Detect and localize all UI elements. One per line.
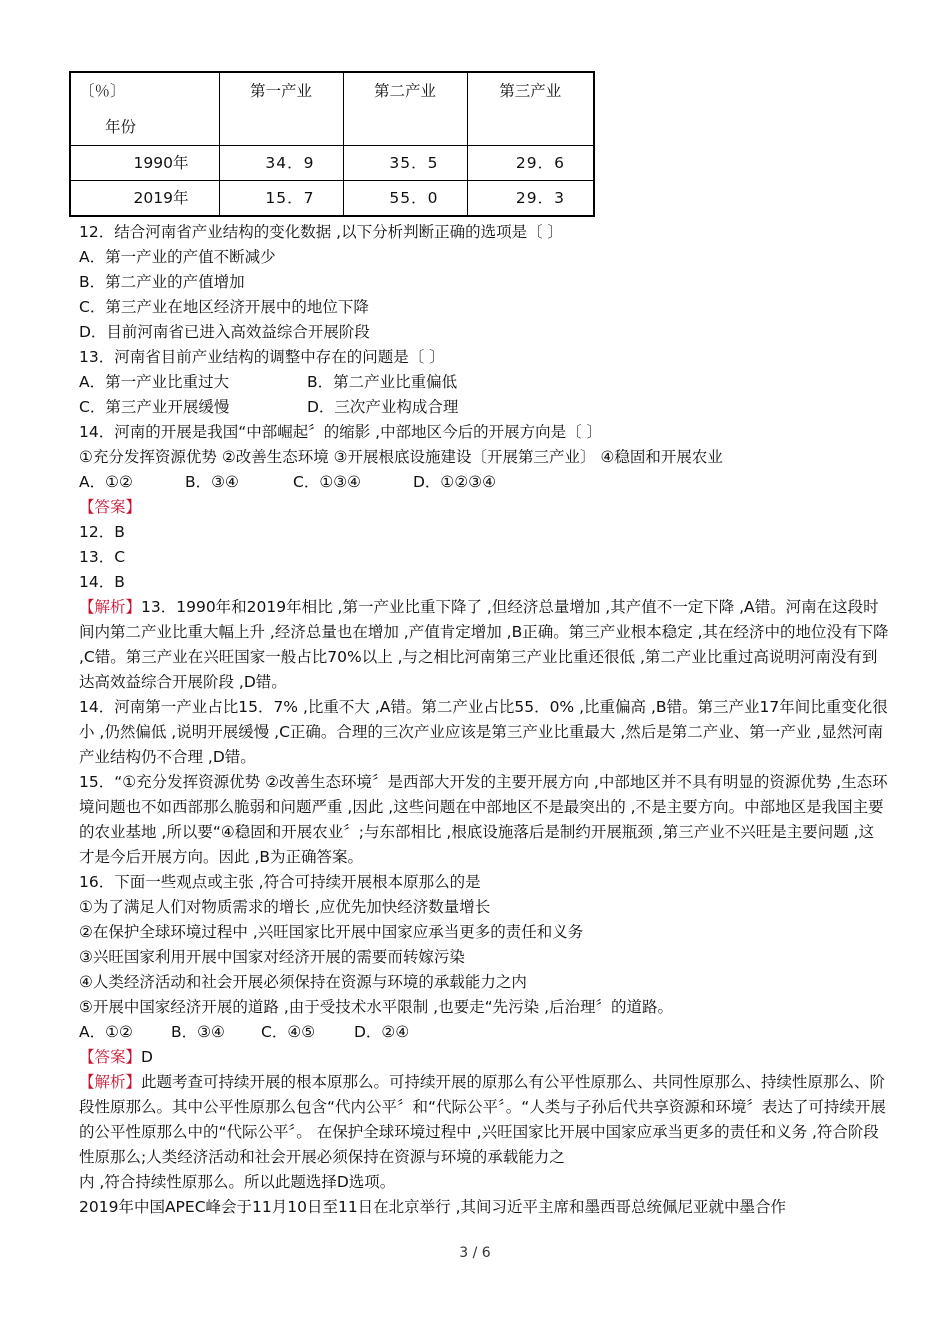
cell-value: 55．0 [343,181,467,217]
item-16-3: ③兴旺国家利用开展中国家对经济开展的需要而转嫁污染 [79,948,465,966]
explanation-13: 【解析】13．1990年和2019年相比 ,第一产业比重下降了 ,但经济总量增加 ,其产值不一定下降 ,A错。河南在这段时间内第二产业比重大幅上升 ,经济总量也在增加 ,产值肯定增加 ,B正确。第三产业根本稳定 ,其在经济中的地位没有下降 ,C错。第三产业在兴旺国家一般占比70%以上 ,与之相比河南第三产业比重还很低 ,第二产业比重过高说明河南没有到达高效益综合开展阶段 ,D错。 [79,598,889,691]
option-14c: C．①③④ [293,473,362,491]
cell-value: 29．3 [467,181,594,217]
options-13-row1 [79,370,889,395]
explanation-16: 【解析】此题考查可持续开展的根本原那么。可持续开展的原那么有公平性原那么、共同性原那么、持续性原那么、阶段性原那么。其中公平性原那么包含“代内公平〞和“代际公平〞。“人类与子孙后代共享资源和环境〞表达了可持续开展的公平性原那么中的“代际公平〞。 在保护全球环境过程中 ,兴旺国家比开展中国家应承当更多的责任和义务 ,符合阶段性原那么;人类经济活动和社会开展必须保持在资源与环境的承载能力之 [79,1073,886,1166]
question-14: 14．河南的开展是我国“中部崛起〞的缩影 ,中部地区今后的开展方向是〔 〕 [79,423,603,441]
page-number: 3 / 6 [459,1245,491,1261]
answer-13: 13．C [79,548,126,566]
question-16: 16．下面一些观点或主张 ,符合可持续开展根本原那么的是 [79,873,481,891]
unit-label: 〔％〕 [79,82,126,100]
table-corner-cell [70,72,219,146]
header-tertiary: 第三产业 [467,72,594,146]
analysis-label: 【解析】 [79,598,142,616]
option-12a: A．第一产业的产值不断减少 [79,248,276,266]
cell-value: 29．6 [467,146,594,181]
answer-16: 【答案】D [79,1048,153,1066]
options-14 [79,470,889,495]
option-16d: D．②④ [354,1023,410,1041]
question-13: 13．河南省目前产业结构的调整中存在的问题是〔 〕 [79,348,445,366]
row-year: 1990年 [70,146,219,181]
option-12c: C．第三产业在地区经济开展中的地位下降 [79,298,369,316]
document-body [79,220,889,1220]
option-13a: A．第一产业比重过大 [79,373,230,391]
table-row [70,181,594,217]
cell-value: 34．9 [219,146,343,181]
option-13b: B．第二产业比重偏低 [307,373,458,391]
option-14b: B．③④ [185,473,239,491]
explanation-16-end: 内 ,符合持续性原那么。所以此题选择D选项。 [79,1173,396,1191]
options-13-row2 [79,395,889,420]
option-16c: C．④⑤ [261,1023,316,1041]
option-12b: B．第二产业的产值增加 [79,273,245,291]
option-16a: A．①② [79,1023,133,1041]
option-16b: B．③④ [171,1023,225,1041]
options-16 [79,1020,889,1045]
option-13c: C．第三产业开展缓慢 [79,398,230,416]
table-row [70,146,594,181]
answer-12: 12．B [79,523,125,541]
option-12d: D．目前河南省已进入高效益综合开展阶段 [79,323,370,341]
item-16-1: ①为了满足人们对物质需求的增长 ,应优先加快经济数量增长 [79,898,491,916]
year-label: 年份 [105,118,137,136]
header-primary: 第一产业 [219,72,343,146]
explanation-14: 14．河南第一产业占比15．7% ,比重不大 ,A错。第二产业占比55．0% ,比重偏高 ,B错。第三产业17年间比重变化很小 ,仍然偏低 ,说明开展缓慢 ,C正确。合理的三次产业应该是第三产业比重最大 ,然后是第二产业、第一产业 ,显然河南产业结构仍不合理 ,D错。 [79,698,888,766]
answer-label: 【答案】 [79,498,142,516]
header-secondary: 第二产业 [343,72,467,146]
question-14-items: ①充分发挥资源优势 ②改善生态环境 ③开展根底设施建设〔开展第三产业〕 ④稳固和开展农业 [79,448,723,466]
industry-structure-table [69,71,595,217]
cell-value: 35．5 [343,146,467,181]
option-13d: D．三次产业构成合理 [307,398,459,416]
answer-14: 14．B [79,573,125,591]
option-14d: D．①②③④ [413,473,497,491]
row-year: 2019年 [70,181,219,217]
item-16-5: ⑤开展中国家经济开展的道路 ,由于受技术水平限制 ,也要走“先污染 ,后治理〞的道路。 [79,998,673,1016]
question-12: 12．结合河南省产业结构的变化数据 ,以下分析判断正确的选项是〔 〕 [79,223,564,241]
option-14a: A．①② [79,473,133,491]
item-16-2: ②在保护全球环境过程中 ,兴旺国家比开展中国家应承当更多的责任和义务 [79,923,584,941]
apec-paragraph: 2019年中国APEC峰会于11月10日至11日在北京举行 ,其间习近平主席和墨西哥总统佩尼亚就中墨合作 [79,1198,787,1216]
explanation-15: 15．“①充分发挥资源优势 ②改善生态环境〞是西部大开发的主要开展方向 ,中部地区并不具有明显的资源优势 ,生态环境问题也不如西部那么脆弱和问题严重 ,因此 ,这些问题在中部地区不是最突出的 ,不是主要方向。中部地区是我国主要的农业基地 ,所以要“④稳固和开展农业〞;与东部相比 ,根底设施落后是制约开展瓶颈 ,第三产业不兴旺是主要问题 ,这才是今后开展方向。因此 ,B为正确答案。 [79,773,888,866]
item-16-4: ④人类经济活动和社会开展必须保持在资源与环境的承载能力之内 [79,973,527,991]
cell-value: 15．7 [219,181,343,217]
